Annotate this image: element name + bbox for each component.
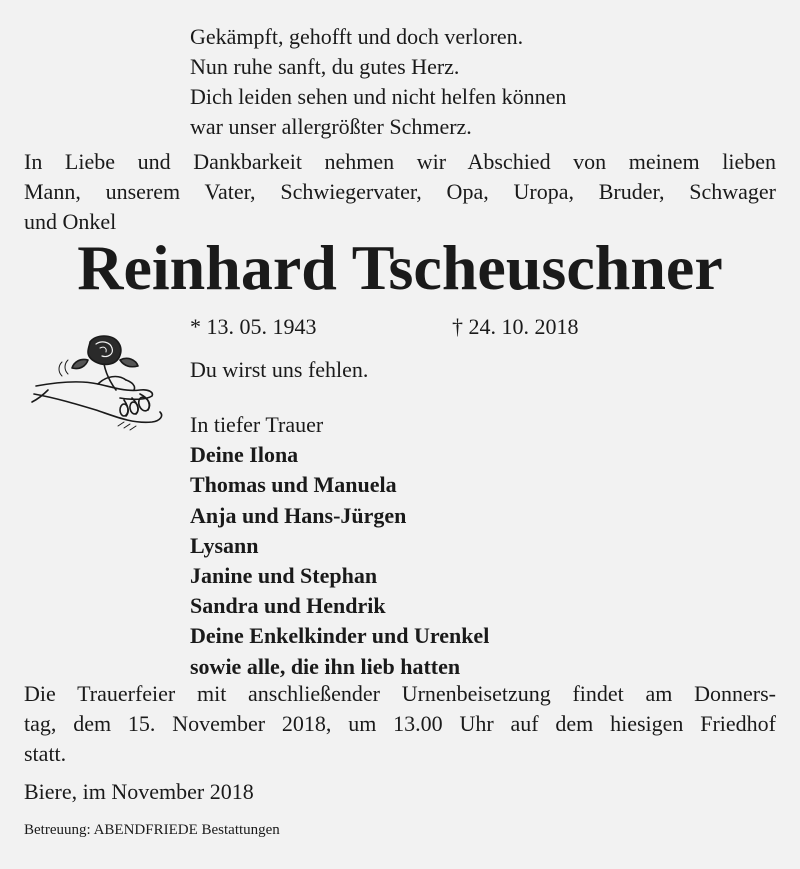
funeral-info [24, 679, 776, 769]
death-date: † 24. 10. 2018 [452, 314, 579, 339]
funeral-line: Die Trauerfeier mit anschließender Urnenbeisetzung findet am Donners- [24, 681, 776, 706]
poem-line: Dich leiden sehen und nicht helfen können [190, 84, 567, 109]
rose-in-hands-icon [28, 330, 168, 435]
funeral-line: statt. [24, 741, 67, 766]
poem [190, 22, 566, 142]
farewell-line: Du wirst uns fehlen. [190, 357, 369, 382]
mourner-name: Janine und Stephan [190, 563, 378, 589]
mourner-name: Anja und Hans-Jürgen [190, 502, 407, 528]
poem-line: Gekämpft, gehofft und doch verloren. [190, 24, 524, 49]
poem-line: war unser allergrößter Schmerz. [190, 114, 472, 139]
funeral-home-credit: Betreuung: ABENDFRIEDE Bestattungen [24, 822, 280, 838]
mourner-name: Deine Enkelkinder und Urenkel [190, 623, 490, 649]
deceased-name: Reinhard Tscheuschner [77, 232, 723, 303]
place-date: Biere, im November 2018 [24, 779, 254, 804]
mourner-name: Lysann [190, 532, 259, 558]
intro-text [24, 147, 776, 237]
mourners-list [190, 410, 489, 682]
funeral-line: tag, dem 15. November 2018, um 13.00 Uhr auf dem hiesigen Friedhof [24, 711, 776, 736]
birth-date: * 13. 05. 1943 [190, 314, 317, 339]
poem-line: Nun ruhe sanft, du gutes Herz. [190, 54, 460, 79]
mourner-name: Sandra und Hendrik [190, 593, 386, 619]
mourner-name: sowie alle, die ihn lieb hatten [190, 653, 461, 679]
mourner-name: Deine Ilona [190, 442, 299, 468]
mourner-name: Thomas und Manuela [190, 472, 397, 498]
intro-line: In Liebe und Dankbarkeit nehmen wir Abschied von meinem lieben [24, 149, 776, 174]
intro-line: und Onkel [24, 209, 117, 234]
intro-line: Mann, unserem Vater, Schwiegervater, Opa, Uropa, Bruder, Schwager [24, 179, 776, 204]
mourners-heading: In tiefer Trauer [190, 412, 324, 437]
